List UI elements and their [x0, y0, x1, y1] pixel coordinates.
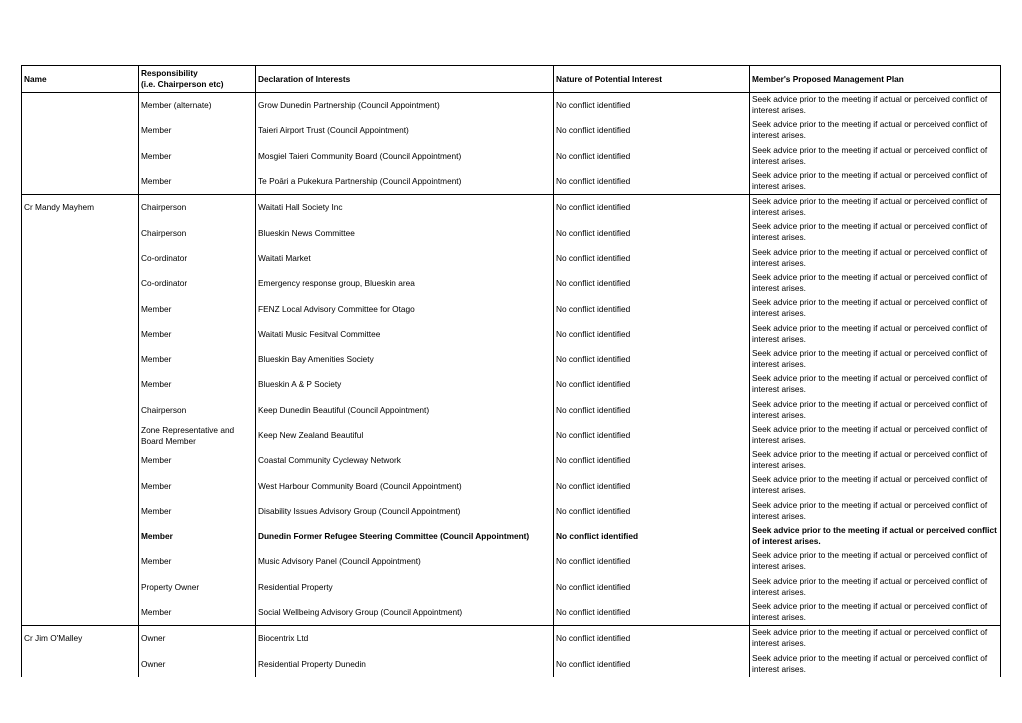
name-cell [22, 398, 139, 423]
management-plan-cell: Seek advice prior to the meeting if actual or perceived conflict of interest arises. [750, 322, 1001, 347]
header-declaration: Declaration of Interests [256, 66, 554, 93]
header-responsibility [139, 66, 256, 93]
responsibility-cell: Chairperson [139, 220, 256, 245]
nature-cell: No conflict identified [554, 169, 750, 195]
table-row [22, 93, 1001, 119]
table-row [22, 169, 1001, 195]
nature-cell: No conflict identified [554, 600, 750, 626]
table-row [22, 398, 1001, 423]
declaration-cell: Disability Issues Advisory Group (Council Appointment) [256, 499, 554, 524]
table-row [22, 600, 1001, 626]
nature-cell: No conflict identified [554, 423, 750, 448]
nature-cell: No conflict identified [554, 93, 750, 119]
declaration-cell: Dunedin Former Refugee Steering Committee (Council Appointment) [256, 524, 554, 549]
table-row [22, 347, 1001, 372]
nature-cell: No conflict identified [554, 220, 750, 245]
declaration-cell: Waitati Music Fesitval Committee [256, 322, 554, 347]
management-plan-cell: Seek advice prior to the meeting if actual or perceived conflict of interest arises. [750, 473, 1001, 498]
management-plan-cell: Seek advice prior to the meeting if actual or perceived conflict of interest arises. [750, 549, 1001, 574]
name-cell [22, 423, 139, 448]
table-row [22, 423, 1001, 448]
name-cell [22, 144, 139, 169]
table-row [22, 220, 1001, 245]
declaration-cell: Waitati Market [256, 246, 554, 271]
declaration-cell: Keep Dunedin Beautiful (Council Appointment) [256, 398, 554, 423]
management-plan-cell: Seek advice prior to the meeting if actual or perceived conflict of interest arises. [750, 144, 1001, 169]
table-row [22, 549, 1001, 574]
nature-cell: No conflict identified [554, 296, 750, 321]
management-plan-cell: Seek advice prior to the meeting if actual or perceived conflict of interest arises. [750, 169, 1001, 195]
nature-cell: No conflict identified [554, 524, 750, 549]
nature-cell: No conflict identified [554, 549, 750, 574]
nature-cell: No conflict identified [554, 398, 750, 423]
nature-cell: No conflict identified [554, 473, 750, 498]
declaration-cell: Mosgiel Taieri Community Board (Council Appointment) [256, 144, 554, 169]
responsibility-cell: Chairperson [139, 398, 256, 423]
nature-cell: No conflict identified [554, 322, 750, 347]
table-row [22, 575, 1001, 600]
declaration-cell: Residential Property [256, 575, 554, 600]
table-row [22, 524, 1001, 549]
declaration-cell: Keep New Zealand Beautiful [256, 423, 554, 448]
responsibility-cell: Member [139, 499, 256, 524]
declaration-cell: Social Wellbeing Advisory Group (Council Appointment) [256, 600, 554, 626]
name-cell: Cr Mandy Mayhem [22, 195, 139, 221]
declaration-cell: Taieri Airport Trust (Council Appointment) [256, 118, 554, 143]
header-row [22, 66, 1001, 93]
nature-cell: No conflict identified [554, 575, 750, 600]
name-cell [22, 549, 139, 574]
management-plan-cell: Seek advice prior to the meeting if actual or perceived conflict of interest arises. [750, 499, 1001, 524]
table-row [22, 271, 1001, 296]
declaration-cell: Grow Dunedin Partnership (Council Appointment) [256, 93, 554, 119]
name-cell [22, 169, 139, 195]
table-row [22, 652, 1001, 677]
declaration-cell: Blueskin A & P Society [256, 372, 554, 397]
table-body [22, 93, 1001, 677]
management-plan-cell: Seek advice prior to the meeting if actual or perceived conflict of interest arises. [750, 271, 1001, 296]
name-cell [22, 524, 139, 549]
table-row [22, 195, 1001, 221]
name-cell [22, 93, 139, 119]
responsibility-cell: Member [139, 347, 256, 372]
declaration-cell: Blueskin Bay Amenities Society [256, 347, 554, 372]
name-cell [22, 652, 139, 677]
responsibility-cell: Chairperson [139, 195, 256, 221]
name-cell [22, 347, 139, 372]
declaration-cell: West Harbour Community Board (Council Appointment) [256, 473, 554, 498]
name-cell [22, 220, 139, 245]
management-plan-cell: Seek advice prior to the meeting if actual or perceived conflict of interest arises. [750, 448, 1001, 473]
declaration-cell: Coastal Community Cycleway Network [256, 448, 554, 473]
declaration-cell: Residential Property Dunedin [256, 652, 554, 677]
declaration-cell: Te Poāri a Pukekura Partnership (Council Appointment) [256, 169, 554, 195]
responsibility-cell: Owner [139, 626, 256, 652]
responsibility-cell: Member [139, 144, 256, 169]
declaration-cell: Blueskin News Committee [256, 220, 554, 245]
name-cell [22, 322, 139, 347]
table-row [22, 296, 1001, 321]
management-plan-cell: Seek advice prior to the meeting if actual or perceived conflict of interest arises. [750, 626, 1001, 652]
management-plan-cell: Seek advice prior to the meeting if actual or perceived conflict of interest arises. [750, 118, 1001, 143]
nature-cell: No conflict identified [554, 626, 750, 652]
declaration-cell: Emergency response group, Blueskin area [256, 271, 554, 296]
responsibility-cell: Member [139, 524, 256, 549]
table-row [22, 499, 1001, 524]
responsibility-cell: Zone Representative and Board Member [139, 423, 256, 448]
name-cell [22, 448, 139, 473]
management-plan-cell: Seek advice prior to the meeting if actual or perceived conflict of interest arises. [750, 398, 1001, 423]
declaration-cell: Biocentrix Ltd [256, 626, 554, 652]
name-cell [22, 499, 139, 524]
management-plan-cell: Seek advice prior to the meeting if actual or perceived conflict of interest arises. [750, 296, 1001, 321]
table-row [22, 246, 1001, 271]
name-cell [22, 600, 139, 626]
declaration-cell: FENZ Local Advisory Committee for Otago [256, 296, 554, 321]
nature-cell: No conflict identified [554, 372, 750, 397]
name-cell [22, 296, 139, 321]
interests-register-table [21, 65, 1001, 677]
name-cell [22, 271, 139, 296]
declaration-cell: Music Advisory Panel (Council Appointment) [256, 549, 554, 574]
name-cell: Cr Jim O'Malley [22, 626, 139, 652]
nature-cell: No conflict identified [554, 448, 750, 473]
management-plan-cell: Seek advice prior to the meeting if actual or perceived conflict of interest arises. [750, 600, 1001, 626]
name-cell [22, 118, 139, 143]
responsibility-cell: Member (alternate) [139, 93, 256, 119]
responsibility-cell: Member [139, 448, 256, 473]
management-plan-cell: Seek advice prior to the meeting if actual or perceived conflict of interest arises. [750, 220, 1001, 245]
responsibility-cell: Member [139, 372, 256, 397]
header-responsibility-line1: Responsibility [141, 68, 198, 78]
table-row [22, 322, 1001, 347]
table-row [22, 626, 1001, 652]
declaration-cell: Waitati Hall Society Inc [256, 195, 554, 221]
responsibility-cell: Member [139, 322, 256, 347]
responsibility-cell: Member [139, 296, 256, 321]
table-row [22, 448, 1001, 473]
table-row [22, 118, 1001, 143]
nature-cell: No conflict identified [554, 347, 750, 372]
management-plan-cell: Seek advice prior to the meeting if actual or perceived conflict of interest arises. [750, 93, 1001, 119]
management-plan-cell: Seek advice prior to the meeting if actual or perceived conflict of interest arises. [750, 652, 1001, 677]
nature-cell: No conflict identified [554, 652, 750, 677]
management-plan-cell: Seek advice prior to the meeting if actual or perceived conflict of interest arises. [750, 372, 1001, 397]
management-plan-cell: Seek advice prior to the meeting if actual or perceived conflict of interest arises. [750, 347, 1001, 372]
responsibility-cell: Member [139, 169, 256, 195]
table-row [22, 144, 1001, 169]
nature-cell: No conflict identified [554, 499, 750, 524]
responsibility-cell: Member [139, 600, 256, 626]
nature-cell: No conflict identified [554, 118, 750, 143]
responsibility-cell: Owner [139, 652, 256, 677]
responsibility-cell: Member [139, 549, 256, 574]
nature-cell: No conflict identified [554, 144, 750, 169]
responsibility-cell: Member [139, 473, 256, 498]
management-plan-cell: Seek advice prior to the meeting if actual or perceived conflict of interest arises. [750, 195, 1001, 221]
header-responsibility-line2: (i.e. Chairperson etc) [141, 79, 224, 89]
name-cell [22, 372, 139, 397]
management-plan-cell: Seek advice prior to the meeting if actual or perceived conflict of interest arises. [750, 575, 1001, 600]
name-cell [22, 473, 139, 498]
table-row [22, 473, 1001, 498]
nature-cell: No conflict identified [554, 246, 750, 271]
header-nature: Nature of Potential Interest [554, 66, 750, 93]
management-plan-cell: Seek advice prior to the meeting if actual or perceived conflict of interest arises. [750, 423, 1001, 448]
name-cell [22, 246, 139, 271]
table-row [22, 372, 1001, 397]
responsibility-cell: Co-ordinator [139, 271, 256, 296]
header-plan: Member's Proposed Management Plan [750, 66, 1001, 93]
nature-cell: No conflict identified [554, 271, 750, 296]
responsibility-cell: Co-ordinator [139, 246, 256, 271]
header-name: Name [22, 66, 139, 93]
responsibility-cell: Member [139, 118, 256, 143]
management-plan-cell: Seek advice prior to the meeting if actual or perceived conflict of interest arises. [750, 524, 1001, 549]
nature-cell: No conflict identified [554, 195, 750, 221]
responsibility-cell: Property Owner [139, 575, 256, 600]
name-cell [22, 575, 139, 600]
management-plan-cell: Seek advice prior to the meeting if actual or perceived conflict of interest arises. [750, 246, 1001, 271]
